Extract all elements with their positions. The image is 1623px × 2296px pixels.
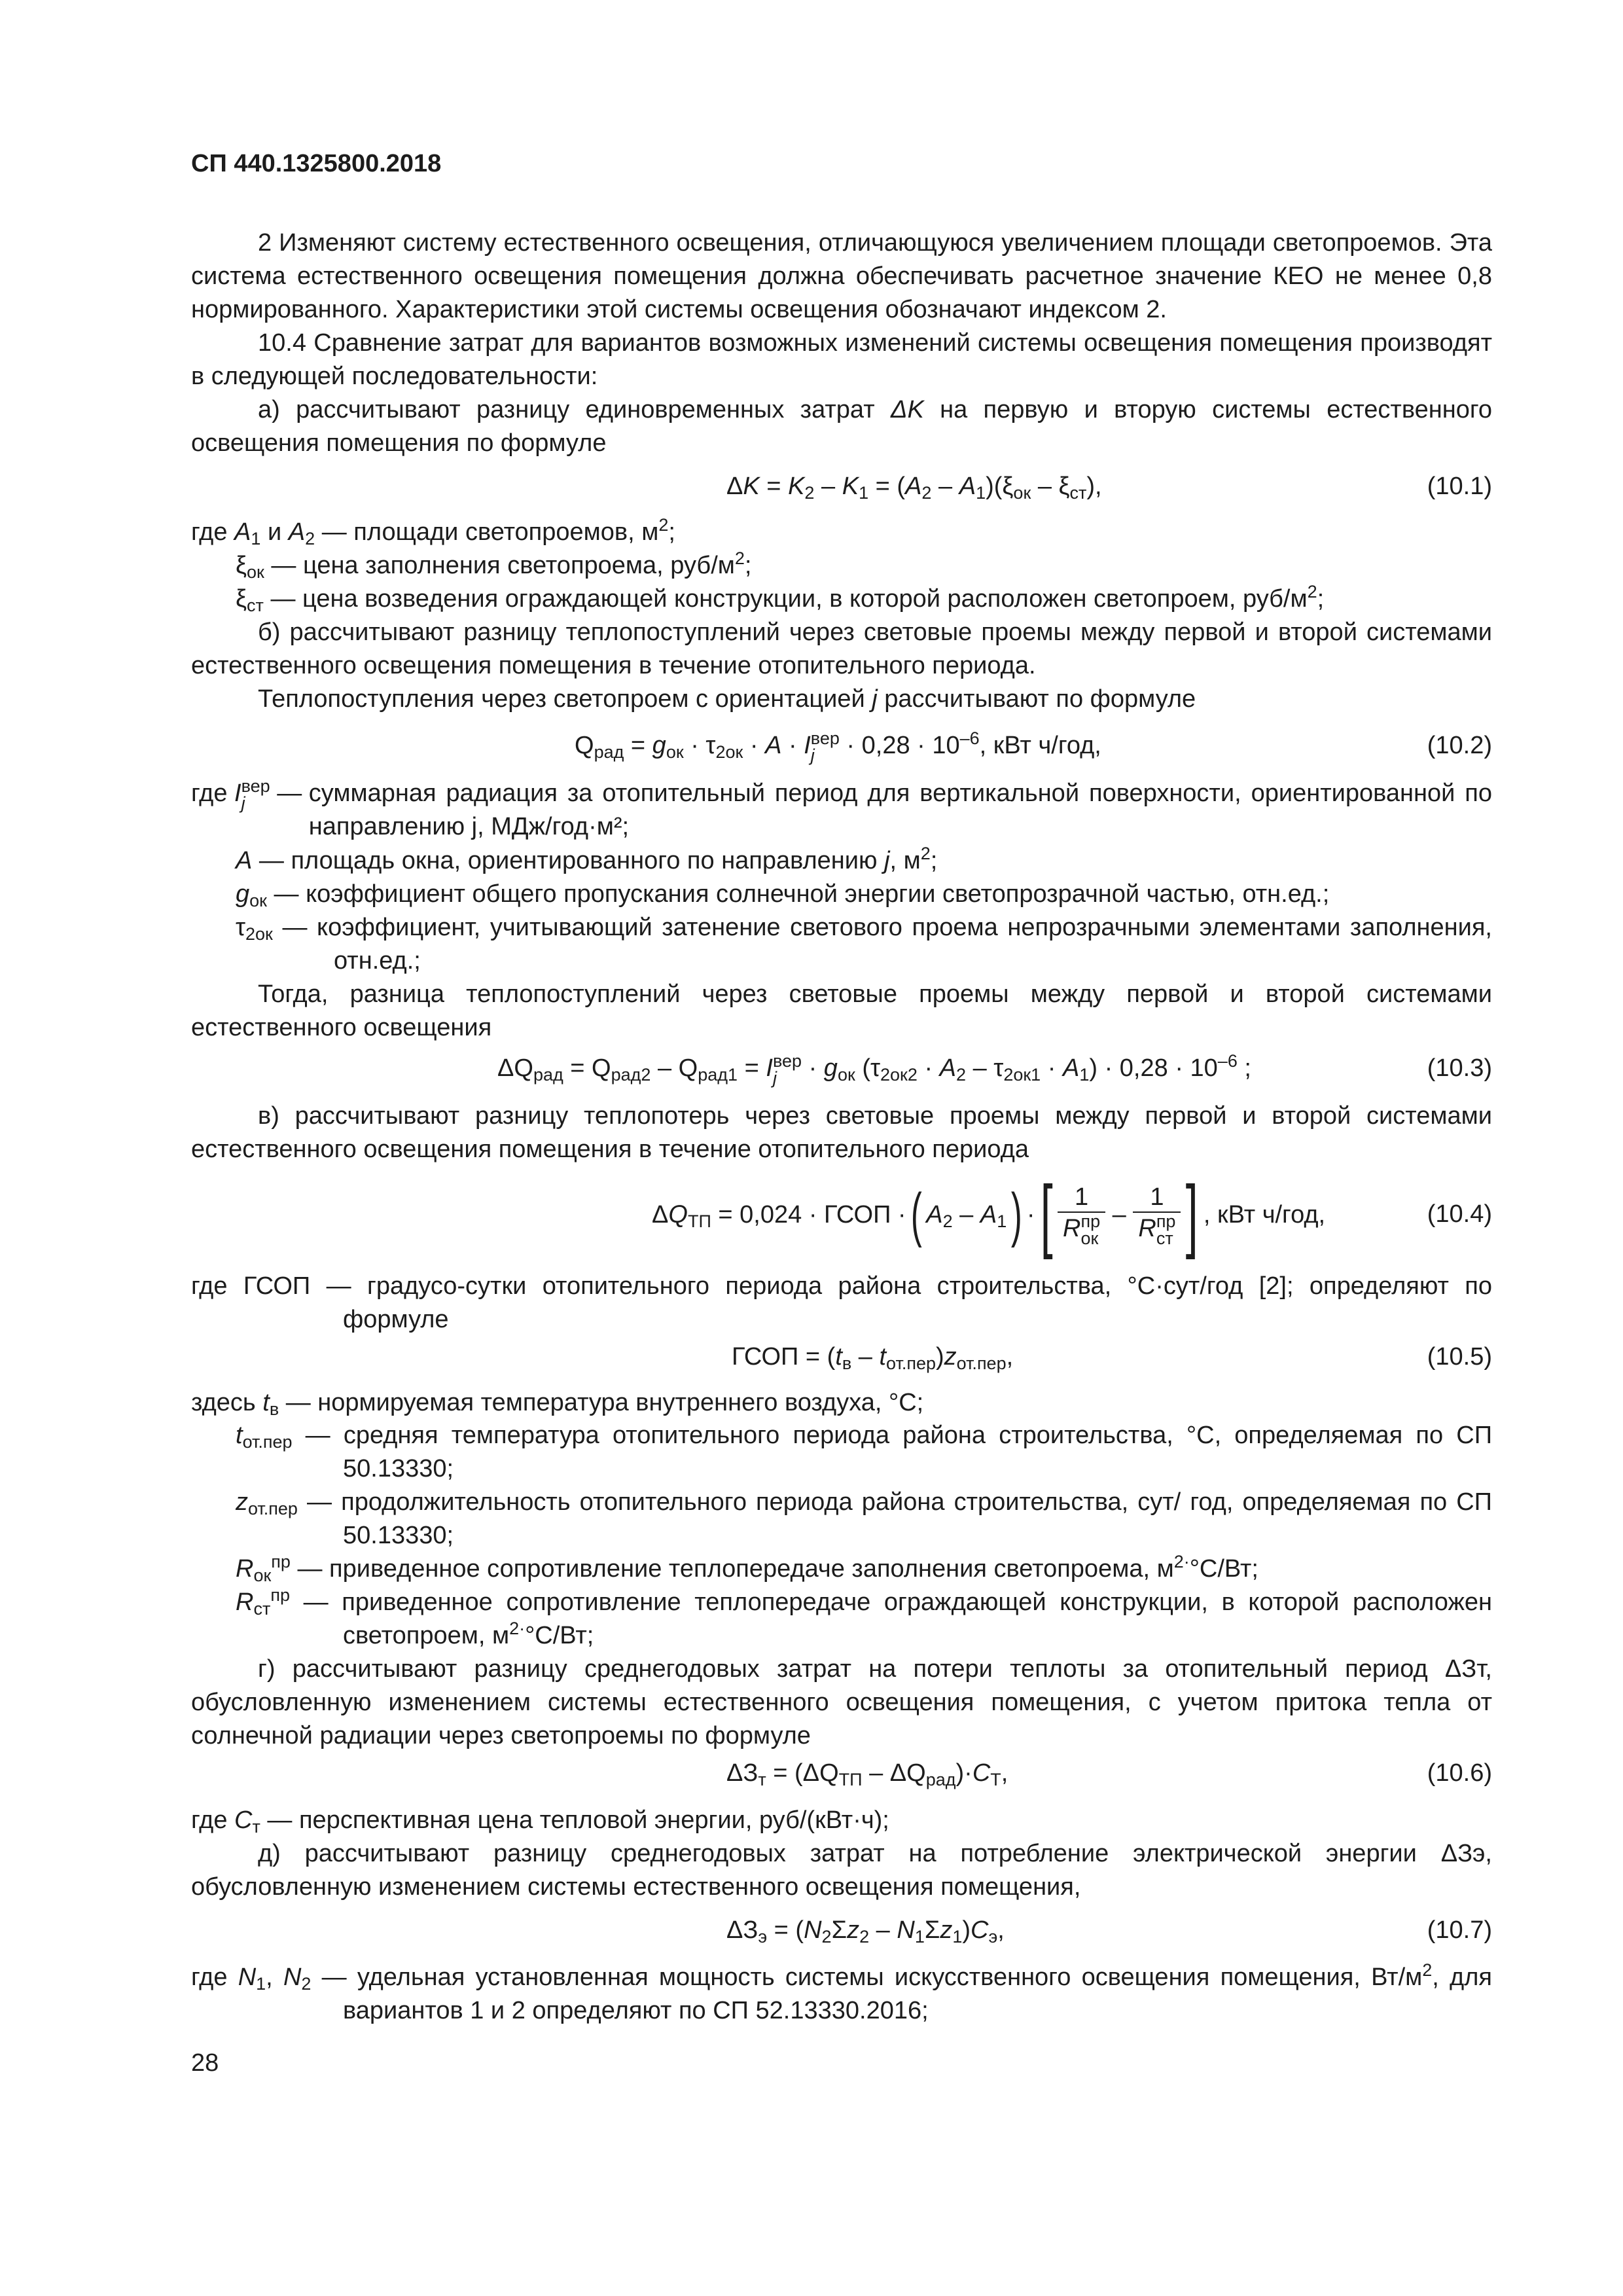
definition-g-ok: $g_{ок}$ — коэффициент общего пропускания солнечной энергии светопрозрачной частью, отн.ед.; [236, 880, 1330, 910]
definition-t-ot-per: $t_{от.пер}$ — средняя температура отопительного периода района строительства, °С, определяемая по СП 50.13330; [236, 1422, 1492, 1482]
paragraph-v: в) рассчитывают разницу теплопотерь через световые проемы между первой и второй системами естественного освещения помещения в течение отопительного периода [191, 1102, 1492, 1163]
equation-number-10-7: (10.7) [1427, 1916, 1492, 1944]
equation-number-10-5: (10.5) [1427, 1343, 1492, 1371]
equation-number-10-1: (10.1) [1427, 473, 1492, 500]
paragraph-g: г) рассчитывают разницу среднегодовых затрат на потери теплоты за отопительный период ΔЗт, обусловленную изменением системы естественного освещения помещения, с учетом притока тепла от солнечной радиации через светопроемы по формуле [191, 1655, 1492, 1749]
definition-t-v: здесь $t_в$ — нормируемая температура внутреннего воздуха, °С; [191, 1389, 924, 1419]
paragraph-d: д) рассчитывают разницу среднегодовых затрат на потребление электрической энергии ΔЗэ, обусловленную изменением системы естественного освещения помещения, [191, 1840, 1492, 1901]
paragraph-b-intro-end: рассчитывают по формуле [877, 685, 1196, 713]
document-header: СП 440.1325800.2018 [191, 150, 442, 177]
paragraph-1: 2 Изменяют систему естественного освещения, отличающуюся увеличением площади светопроемов. Эта система естественного освещения помещения должна обеспечивать расчетное значение КЕО не менее 0,8 нормированного. Характеристики этой системы освещения обозначают индексом 2. [191, 229, 1492, 323]
equation-10-3: $\Delta Q_{рад} = Q_{рад2} - Q_{рад1} = I$ вер j · $g_{ок}$ $(\tau_{2ок2} \cdot A_2 - \tau_{2ок1} \cdot A_1) \cdot 0,28 \cdot 10^{-6}$ ; [497, 1051, 1251, 1088]
paragraph-togda: Тогда, разница теплопоступлений через световые проемы между первой и второй системами естественного освещения [191, 980, 1492, 1041]
definition-tau-2ok: $\tau_{2ок}$ — коэффициент, учитывающий затенение светового проема непрозрачными элементами заполнения, отн.ед.; [236, 914, 1492, 975]
definition-ij-ver: где I вер j — суммарная радиация за отопительный период для вертикальной поверхности, ориентированной по направлению j, МДж/год·м²; [191, 777, 1492, 844]
equation-10-2: $Q_{рад} = g_{ок} \cdot \tau_{2ок} \cdot A \cdot I$ вер j · $0,28 \cdot 10^{-6}$, кВт ч/год, [575, 728, 1101, 765]
definition-n1-n2: где $N_1$, $N_2$ — удельная установленная мощность системы искусственного освещения помещения, $Вт/м^2$, для вариантов 1 и 2 определяют по СП 52.13330.2016; [191, 1960, 1492, 2024]
paragraph-b-intro-start: Теплопоступления через светопроем с ориентацией [258, 685, 872, 713]
definition-a: A — площадь окна, ориентированного по направлению j, $м^2$; [236, 844, 938, 874]
equation-number-10-4: (10.4) [1427, 1200, 1492, 1228]
paragraph-a [191, 393, 1492, 460]
definition-xi-st: $\xi_{ст}$ — цена возведения ограждающей конструкции, в которой расположен светопроем, руб/$м^2$; [236, 582, 1325, 615]
definition-gsop: где ГСОП — градусо-сутки отопительного периода района строительства, °С·сут/год [2]; определяют по формуле [191, 1272, 1492, 1333]
equation-10-7: $\Delta З_э = (N_2\Sigma z_2 - N_1\Sigma z_1)C_э$, [726, 1916, 1005, 1946]
equation-number-10-3: (10.3) [1427, 1054, 1492, 1082]
definition-r-st: $R_{ст}^{пр}$ — приведенное сопротивление теплопередаче ограждающей конструкции, в которой расположен светопроем, $м^{2\cdot}^\circ С/Вт$; [236, 1585, 1492, 1649]
definition-xi-ok: $\xi_{ок}$ — цена заполнения светопроема, руб/$м^2$; [236, 548, 752, 582]
definition-z-ot-per: $z_{от.пер}$ — продолжительность отопительного периода района строительства, сут/ год, определяемая по СП 50.13330; [236, 1488, 1492, 1549]
equation-number-10-6: (10.6) [1427, 1759, 1492, 1787]
page-number: 28 [191, 2049, 219, 2077]
equation-10-1: $\Delta K = K_2 - K_1 = (A_2 - A_1)(\xi_{ок} - \xi_{ст})$, [726, 473, 1102, 503]
equation-number-10-2: (10.2) [1427, 732, 1492, 759]
definition-r-ok: $R_{ок}^{пр}$ — приведенное сопротивление теплопередаче заполнения светопроема, $м^{2\cdot}^\circ С/Вт$; [236, 1552, 1258, 1585]
paragraph-a-text-end: на первую и вторую системы естественного освещения помещения по формуле [191, 396, 1492, 457]
paragraph-2: 10.4 Сравнение затрат для вариантов возможных изменений системы освещения помещения производят в следующей последовательности: [191, 329, 1492, 390]
paragraph-a-symbol: ΔK [890, 396, 924, 423]
definition-a1-a2: где $A_1$ и $A_2$ — площади светопроемов, $м^2$; [191, 515, 675, 548]
definition-ij-ver-text: суммарная радиация за отопительный период для вертикальной поверхности, ориентированной по направлению j, МДж/год·м²; [308, 780, 1492, 840]
equation-10-4: $\Delta Q_{ТП} = 0,024$ · ГСОП · ( $A_2 - A_1$ ) · [ 1 R пр ок – 1 R пр ст ] , кВт ч/год, [652, 1170, 1326, 1260]
paragraph-b-symbol: j [872, 685, 878, 713]
paragraph-b: б) рассчитывают разницу теплопоступлений через световые проемы между первой и второй системами естественного освещения помещения в течение отопительного периода. [191, 619, 1492, 679]
paragraph-a-text-start: а) рассчитывают разницу единовременных затрат [258, 396, 891, 423]
definition-c-t: где $C_т$ — перспективная цена тепловой энергии, руб/(кВт·ч); [191, 1806, 889, 1837]
equation-10-5: ГСОП = $(t_в - t_{от.пер})z_{от.пер}$, [732, 1343, 1014, 1373]
equation-10-6: $\Delta З_т = (\Delta Q_{ТП} - \Delta Q_{рад})\cdot C_Т$, [726, 1759, 1008, 1789]
paragraph-b-formula-intro [191, 683, 1492, 716]
